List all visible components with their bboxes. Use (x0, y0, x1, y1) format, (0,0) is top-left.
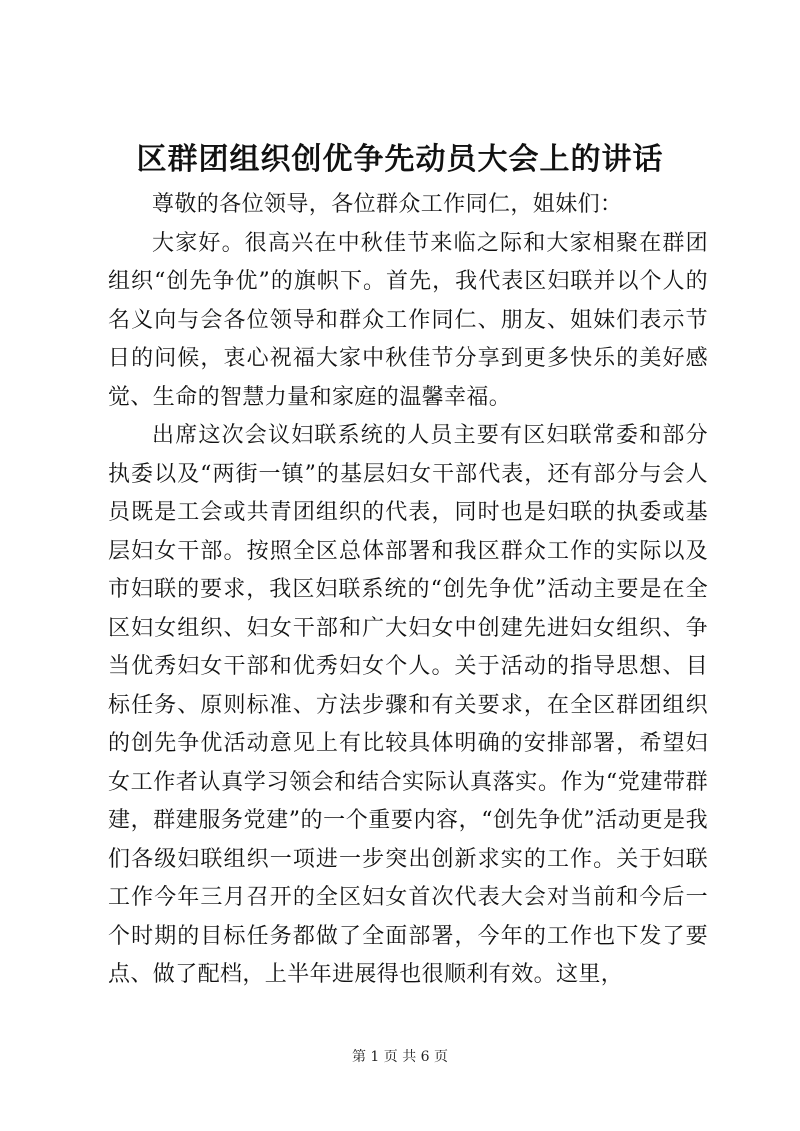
body-paragraph: 出席这次会议妇联系统的人员主要有区妇联常委和部分执委以及“两街一镇”的基层妇女干部代表，还有部分与会人员既是工会或共青团组织的代表，同时也是妇联的执委或基层妇女干部。按照全区总体部署和我区群众工作的实际以及市妇联的要求，我区妇联系统的“创先争优”活动主要是在全区妇女组织、妇女干部和广大妇女中创建先进妇女组织、争当优秀妇女干部和优秀妇女个人。关于活动的指导思想、目标任务、原则标准、方法步骤和有关要求，在全区群团组织的创先争优活动意见上有比较具体明确的安排部署，希望妇女工作者认真学习领会和结合实际认真落实。作为“党建带群建，群建服务党建”的一个重要内容，“创先争优”活动更是我们各级妇联组织一项进一步突出创新求实的工作。关于妇联工作今年三月召开的全区妇女首次代表大会对当前和今后一个时期的目标任务都做了全面部署，今年的工作也下发了要点、做了配档，上半年进展得也很顺利有效。这里， (108, 423, 708, 987)
page-title: 区群团组织创优争先动员大会上的讲话 (136, 142, 664, 177)
document-body (108, 186, 708, 995)
greeting-paragraph: 大家好。很高兴在中秋佳节来临之际和大家相聚在群团组织“创先争优”的旗帜下。首先，我代表区妇联并以个人的名义向与会各位领导和群众工作同仁、朋友、姐妹们表示节日的问候，衷心祝福大家中秋佳节分享到更多快乐的美好感觉、生命的智慧力量和家庭的温馨幸福。 (108, 230, 708, 410)
page-footer: 第 1 页 共 6 页 (351, 1049, 449, 1065)
salutation-paragraph: 尊敬的各位领导，各位群众工作同仁，姐妹们： (152, 192, 623, 217)
